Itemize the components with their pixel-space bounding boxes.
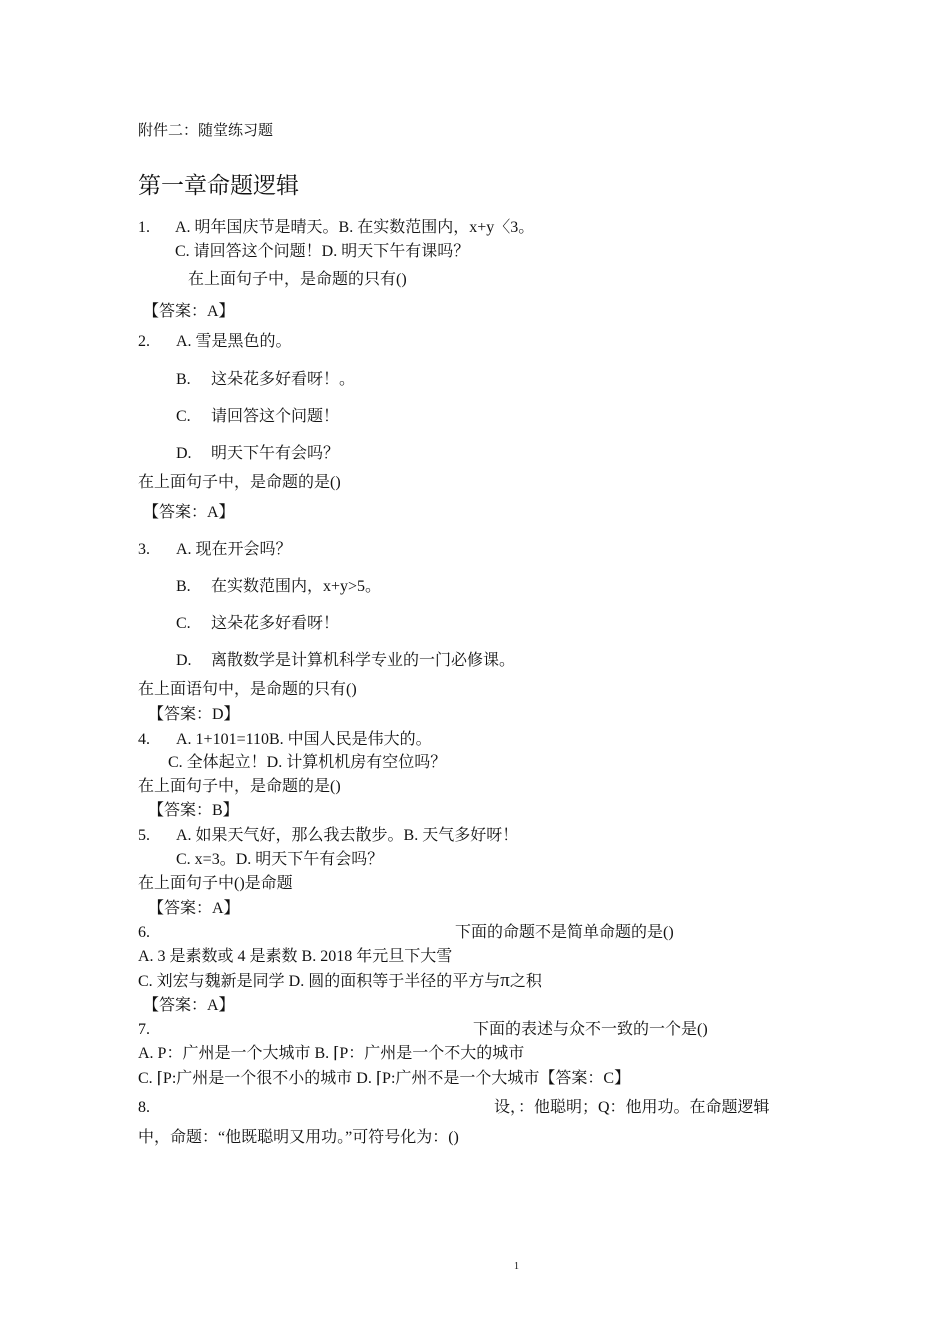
answer: 【答案：A】 bbox=[148, 900, 240, 917]
option-a: A. 雪是黑色的。 bbox=[176, 333, 292, 350]
options-line-2: C. 全体起立！D. 计算机机房有空位吗？ bbox=[168, 754, 447, 771]
question-number: 3. bbox=[138, 541, 150, 558]
options-line-2-suffix: 之积 bbox=[509, 973, 542, 990]
answer: 【答案：A】 bbox=[143, 997, 235, 1014]
options-line-2-text: C. 刘宏与魏新是同学 D. 圆的面积等于半径的平方与 bbox=[138, 973, 501, 990]
options-line-1: A. 3 是素数或 4 是素数 B. 2018 年元旦下大雪 bbox=[138, 948, 453, 965]
option-c-text: 请回答这个问题！ bbox=[211, 408, 340, 425]
option-c-letter: C. bbox=[176, 408, 191, 425]
question-number: 7. bbox=[138, 1021, 150, 1038]
question-prompt: 下面的表述与众不一致的一个是() bbox=[473, 1021, 708, 1038]
chapter-title: 第一章命题逻辑 bbox=[138, 173, 299, 198]
question-prompt: 在上面语句中，是命题的只有() bbox=[138, 681, 357, 698]
options-line-2: C. 请回答这个问题！D. 明天下午有课吗？ bbox=[175, 243, 470, 260]
answer: 【答案：A】 bbox=[143, 303, 235, 320]
question-number: 6. bbox=[138, 924, 150, 941]
attachment-label: 附件二：随堂练习题 bbox=[138, 123, 274, 139]
answer: 【答案：B】 bbox=[148, 802, 239, 819]
question-number: 5. bbox=[138, 827, 150, 844]
options-line-1: A. 明年国庆节是晴天。B. 在实数范围内，x+y〈3。 bbox=[175, 219, 535, 236]
question-text-line-1: 设，：他聪明；Q：他用功。在命题逻辑 bbox=[494, 1099, 770, 1116]
option-d-text: 离散数学是计算机科学专业的一门必修课。 bbox=[211, 652, 516, 669]
question-number: 8. bbox=[138, 1099, 150, 1116]
option-d-text: 明天下午有会吗？ bbox=[211, 445, 340, 462]
options-line-1: A. P：广州是一个大城市 B. ⌈P：广州是一个不大的城市 bbox=[138, 1045, 525, 1062]
question-prompt: 下面的命题不是简单命题的是() bbox=[455, 924, 674, 941]
option-b-text: 在实数范围内，x+y>5。 bbox=[211, 578, 382, 595]
options-line-1: A. 如果天气好，那么我去散步。B. 天气多好呀！ bbox=[176, 827, 519, 844]
option-b-letter: B. bbox=[176, 578, 191, 595]
question-prompt: 在上面句子中，是命题的是() bbox=[138, 474, 341, 491]
options-line-2 bbox=[138, 971, 542, 992]
answer: 【答案：A】 bbox=[143, 504, 235, 521]
option-c-letter: C. bbox=[176, 615, 191, 632]
option-b-letter: B. bbox=[176, 371, 191, 388]
question-prompt: 在上面句子中，是命题的只有() bbox=[188, 271, 407, 288]
question-prompt: 在上面句子中()是命题 bbox=[138, 875, 293, 892]
option-c-text: 这朵花多好看呀！ bbox=[211, 615, 340, 632]
options-line-2: C. ⌈P:广州是一个很不小的城市 D. ⌈P:广州不是一个大城市【答案：C】 bbox=[138, 1070, 631, 1087]
options-line-2: C. x=3。D. 明天下午有会吗？ bbox=[176, 851, 384, 868]
question-number: 1. bbox=[138, 219, 150, 236]
pi-symbol: π bbox=[500, 970, 510, 991]
options-line-1: A. 1+101=110B. 中国人民是伟大的。 bbox=[176, 731, 432, 748]
answer: 【答案：D】 bbox=[148, 706, 240, 723]
option-b-text: 这朵花多好看呀！。 bbox=[211, 371, 356, 388]
option-d-letter: D. bbox=[176, 445, 192, 462]
question-prompt: 在上面句子中，是命题的是() bbox=[138, 778, 341, 795]
option-a: A. 现在开会吗？ bbox=[176, 541, 292, 558]
page-number: 1 bbox=[514, 1261, 519, 1272]
question-number: 2. bbox=[138, 333, 150, 350]
option-d-letter: D. bbox=[176, 652, 192, 669]
question-text-line-2: 中，命题：“他既聪明又用功。”可符号化为：() bbox=[138, 1129, 459, 1146]
question-number: 4. bbox=[138, 731, 150, 748]
